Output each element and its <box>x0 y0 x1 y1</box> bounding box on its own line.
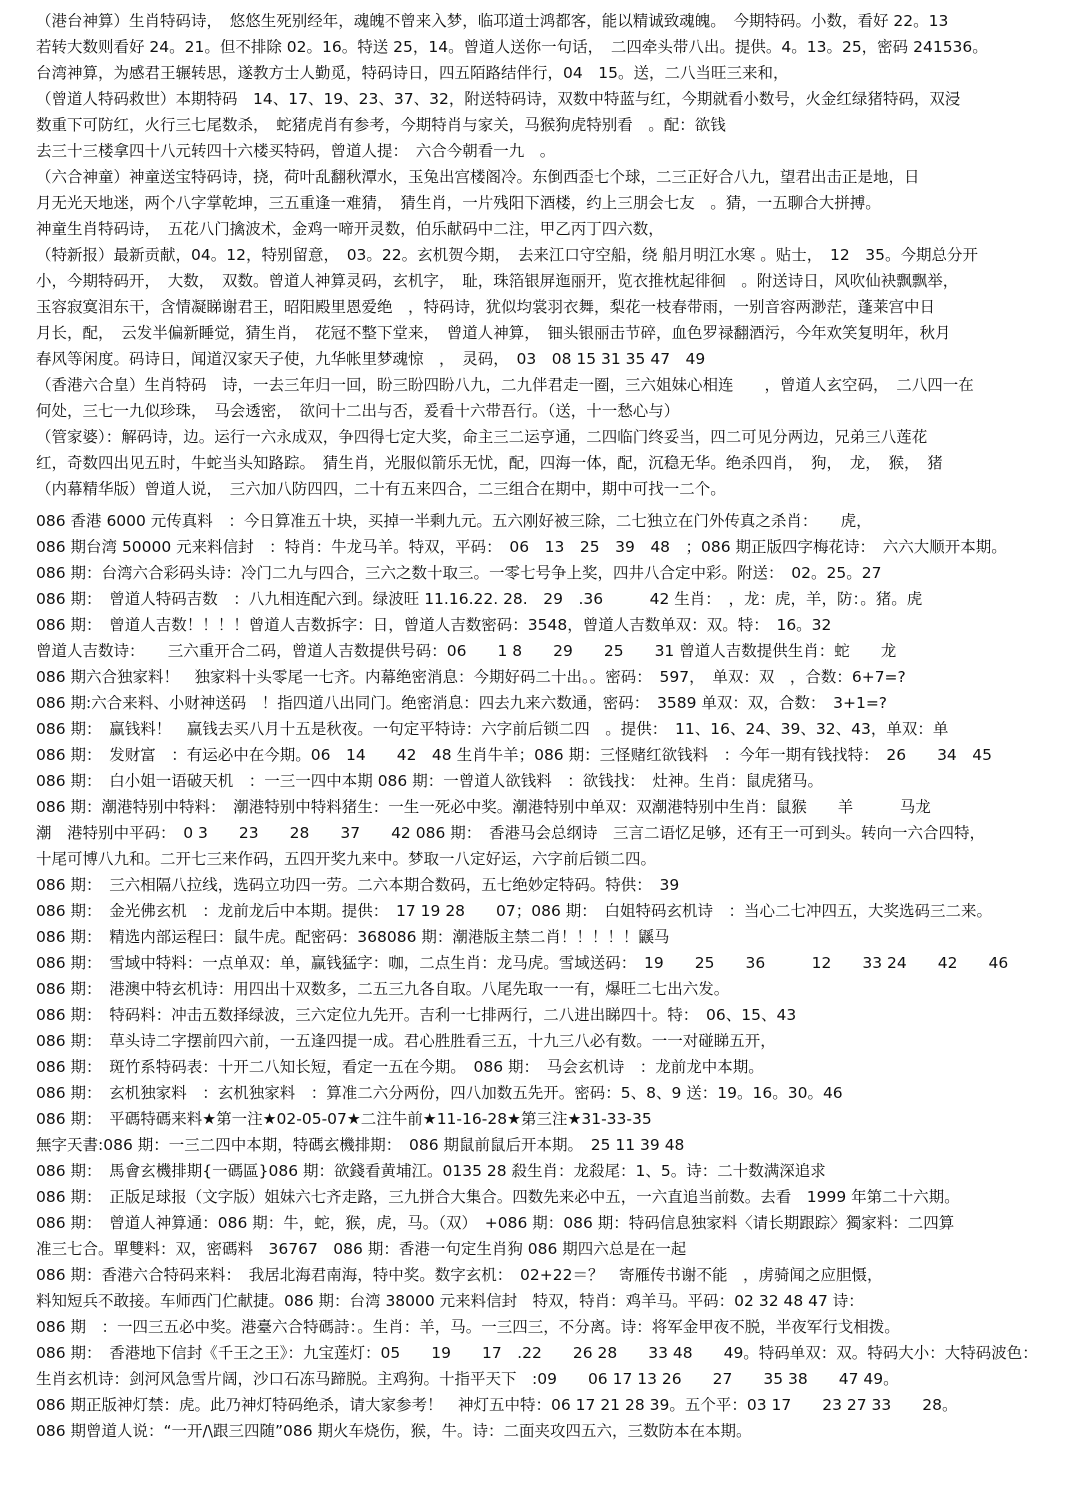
text-line: 086 期： 精选内部运程曰：鼠牛虎。配密码：368086 期：潮港版主禁二肖！！！！！鼷马 <box>36 928 670 946</box>
text-line: 086 期六合独家料！ 独家料十头零尾一七齐。内幕绝密消息：今期好码二十出。。密码： 597， 单双：双 ，合数：6+7=? <box>36 668 906 686</box>
text-line: 086 期:六合来料、小财神送码 ！指四道八出同门。绝密消息：四去九来六数通，密码： 3589 单双：双，合数： 3+1=? <box>36 694 888 712</box>
text-line: 料知短兵不敢接。车师西门伫献捷。086 期：台湾 38000 元来料信封 特双，特肖：鸡羊马。平码：02 32 48 47 诗： <box>36 1292 864 1310</box>
text-line: 春风等闲度。码诗日，闻道汉家天子使，九华帐里梦魂惊 ， 灵码， 03 08 15 31 35 47 49 <box>36 350 706 368</box>
text-line: 月无光天地迷，两个八字掌乾坤，三五重逢一难猜， 猜生肖，一片残阳下酒楼，约上三朋会七友 。猜，一五聊合大拼搏。 <box>36 194 881 212</box>
text-line: 086 期： 曾道人吉数！！！！曾道人吉数拆字：日，曾道人吉数密码：3548，曾道人吉数单双：双。特： 16。32 <box>36 616 832 634</box>
text-line: （内幕精华版）曾道人说， 三六加八防四四，二十有五来四合，二三组合在期中，期中可找一二个。 <box>36 480 726 498</box>
text-line: 潮 港特别中平码： 0 3 23 28 37 42 086 期： 香港马会总纲诗 三言二语忆足够，还有王一可到头。转向一六合四特， <box>36 824 985 842</box>
text-line: 086 期：潮港特别中特料： 潮港特别中特料猪生：一生一死必中奖。潮港特别中单双：双潮港特别中生肖：鼠猴 羊 马龙 <box>36 798 931 816</box>
text-line: （港台神算）生肖特码诗， 悠悠生死别经年，魂魄不曾来入梦，临邛道士鸿都客，能以精诚致魂魄。 今期特码。小数，看好 22。13 <box>36 12 949 30</box>
text-line: 去三十三楼拿四十八元转四十六楼买特码，曾道人提： 六合今朝看一九 。 <box>36 142 556 160</box>
text-line: 086 期： 金光佛玄机 ：龙前龙后中本期。提供： 17 19 28 07；086 期： 白姐特码玄机诗 ：当心二七冲四五，大奖选码三二来。 <box>36 902 993 920</box>
text-line: 086 期： 曾道人特码吉数 ：八九相连配六到。绿波旺 11.16.22. 28. 29 .36 42 生肖： ，龙：虎，羊，防：。猪。虎 <box>36 590 923 608</box>
text-line: 生肖玄机诗：剑河风急雪片阔，沙口石冻马蹄脱。主鸡狗。十指平天下 :09 06 17 13 26 27 35 38 47 49。 <box>36 1370 899 1388</box>
text-line: 086 期：香港六合特码来料： 我居北海君南海，特中奖。数字玄机： 02+22＝？ 寄雁传书谢不能 ，虏骑闻之应胆慑， <box>36 1266 883 1284</box>
text-line: 神童生肖特码诗， 五花八门擒波术，金鸡一啼开灵数，伯乐献码中二注，甲乙丙丁四六数， <box>36 220 664 238</box>
text-line: 086 期曾道人说：“一开/\跟三四随”086 期火车烧伤，猴，牛。诗：二面夹攻四五六，三数防本在本期。 <box>36 1422 752 1440</box>
text-line: 086 期正版神灯禁：虎。此乃神灯特码绝杀，请大家参考！ 神灯五中特：06 17 21 28 39。五个平：03 17 23 27 33 28。 <box>36 1396 958 1414</box>
text-line: 086 期： 草头诗二字摆前四六前，一五逢四提一成。君心胜胜看三五，十九三八必有数。一一对碰睇五开， <box>36 1032 776 1050</box>
text-line: 086 期： 发财富 ：有运必中在今期。06 14 42 48 生肖牛羊；086 期：三怪赌红欲钱料 ：今年一期有钱找特： 26 34 45 <box>36 746 993 764</box>
text-line: 086 期： 曾道人神算通：086 期：牛，蛇，猴，虎，马。（双） +086 期：086 期：特码信息独家料〈请长期跟踪〉獨家料：二四算 <box>36 1214 955 1232</box>
text-line: 十尾可博八九和。二开七三来作码，五四开奖九来中。梦取一八定好运，六字前后锁二四。 <box>36 850 657 868</box>
text-line: 086 期： 馬會玄機排期{一碼區}086 期：欲錢看黄埔江。0135 28 殺生肖：龙殺尾：1、5。诗：二十数满深追求 <box>36 1162 826 1180</box>
text-line: 086 期： 赢钱料！ 赢钱去买八月十五是秋夜。一句定平特诗：六字前后锁二四 。提供： 11、16、24、39、32、43，单双：单 <box>36 720 949 738</box>
text-line: 086 香港 6000 元传真料 ：今日算准五十块，买掉一半剩九元。五六刚好被三除，二七独立在门外传真之杀肖： 虎， <box>36 512 872 530</box>
text-line: 086 期： 三六相隔八拉线，选码立功四一劳。二六本期合数码，五七绝妙定特码。特供： 39 <box>36 876 680 894</box>
text-line: （管家婆）：解码诗，边。运行一六永成双，争四得七定大奖，命主三二运亨通，二四临门终妥当，四二可见分两边，兄弟三八莲花 <box>36 428 928 446</box>
text-line: 086 期：台湾六合彩码头诗：冷门二九与四合，三六之数十取三。一零七号争上奖，四井八合定中彩。附送： 02。25。27 <box>36 564 882 582</box>
text-line: 曾道人吉数诗： 三六重开合二码，曾道人吉数提供号码：06 1 8 29 25 31 曾道人吉数提供生肖：蛇 龙 <box>36 642 897 660</box>
text-line: 若转大数则看好 24。21。但不排除 02。16。特送 25，14。曾道人送你一句话， 二四牵头带八出。提供。4。13。25，密码 241536。 <box>36 38 988 56</box>
text-line: 台湾神算，为感君王辗转思，遂教方士人勤觅，特码诗日，四五陌路结伴行，04 15。送，二八当旺三来和， <box>36 64 789 82</box>
text-line: （六合神童）神童送宝特码诗，挠，荷叶乱翻秋潭水，玉兔出宫楼阁冷。东倒西歪七个球，二三正好合八九，望君出击正是地，日 <box>36 168 920 186</box>
text-line: 086 期： 白小姐一语破天机 ：一三一四中本期 086 期：一曾道人欲钱料 ：欲钱找： 灶神。生肖：鼠虎猪马。 <box>36 772 823 790</box>
text-line: 玉容寂寞泪东干，含情凝睇谢君王，昭阳殿里恩爱绝 ，特码诗，犹似均裳羽衣舞，梨花一枝春带雨，一别音容两渺茫，蓬莱宫中日 <box>36 298 936 316</box>
text-line: 086 期： 玄机独家料 ：玄机独家料 ：算准二六分两份，四八加数五先开。密码：5、8、9 送：19。16。30。46 <box>36 1084 843 1102</box>
text-line: 准三七合。單雙料：双，密碼料 36767 086 期：香港一句定生肖狗 086 期四六总是在一起 <box>36 1240 687 1258</box>
text-line: 無字天書:086 期：一三二四中本期，特碼玄機排期： 086 期鼠前鼠后开本期。 25 11 39 48 <box>36 1136 685 1154</box>
text-line: 何处，三七一九似珍珠， 马会透密， 欲问十二出与否，爰看十六带吾行。（送，十一愁心与） <box>36 402 680 420</box>
text-line: 086 期台湾 50000 元来料信封 ：特肖：牛龙马羊。特双，平码： 06 13 25 39 48 ；086 期正版四字梅花诗： 六六大顺开本期。 <box>36 538 1007 556</box>
text-line: （曾道人特码救世）本期特码 14、17、19、23、37、32，附送特码诗，双数中特蓝与红，今期就看小数号，火金红绿猪特码，双浸 <box>36 90 961 108</box>
text-line: （特新报）最新贡献，04。12，特别留意， 03。22。玄机贺今期， 去来江口守空船，绕 船月明江水寒 。贴士， 12 35。今期总分开 <box>36 246 978 264</box>
text-line: （香港六合皇）生肖特码 诗，一去三年归一回，盼三盼四盼八九，二九伴君走一圈，三六姐妹心相连 ，曾道人玄空码， 二八四一在 <box>36 376 974 394</box>
text-line: 086 期： 雪域中特料：一点单双：单，赢钱猛字：咖，二点生肖：龙马虎。雪域送码： 19 25 36 12 33 24 42 46 <box>36 954 1009 972</box>
text-line: 086 期： 香港地下信封《千王之王》：九宝莲灯：05 19 17 .22 26 28 33 48 49。特码单双：双。特码大小：大特码波色： <box>36 1344 1038 1362</box>
text-line: 086 期 ：一四三五必中奖。港臺六合特碼詩：。生肖：羊，马。一三四三，不分离。诗：将军金甲夜不脱，半夜军行戈相拨。 <box>36 1318 900 1336</box>
text-line: 数重下可防红，火行三七尾数杀， 蛇猪虎肖有参考，今期特肖与家关，马猴狗虎特别看 。配：欲钱 <box>36 116 726 134</box>
text-line: 086 期： 正版足球报（文字版）姐妹六七齐走路，三九拼合大集合。四数先来必中五，一六直追当前数。去看 1999 年第二十六期。 <box>36 1188 960 1206</box>
text-line: 086 期： 港澳中特玄机诗：用四出十双数多，二五三九各自取。八尾先取一一有，爆旺二七出六发。 <box>36 980 730 998</box>
text-line: 086 期： 特码料：冲击五数择绿波，三六定位九先开。吉利一七排两行，二八进出睇四十。特： 06、15、43 <box>36 1006 797 1024</box>
text-line: 小，今期特码开， 大数， 双数。曾道人神算灵码，玄机字， 耻，珠箔银屏迤丽开，览衣推枕起徘徊 。附送诗日，风吹仙袂飘飘举， <box>36 272 959 290</box>
text-line: 086 期： 平碼特碼来料★第一注★02-05-07★二注牛前★11-16-28★第三注★31-33-35 <box>36 1110 652 1128</box>
text-line: 月长，配， 云发半偏新睡觉，猜生肖， 花冠不整下堂来， 曾道人神算， 钿头银丽击节碎，血色罗禄翻酒污，今年欢笑复明年，秋月 <box>36 324 951 342</box>
text-line: 红，奇数四出见五时，牛蛇当头知路踪。 猜生肖，光服似箭乐无忧，配，四海一体，配，沉稳无华。绝杀四肖， 狗， 龙， 猴， 猪 <box>36 454 943 472</box>
text-line: 086 期： 斑竹系特码表：十开二八知长短，看定一五在今期。 086 期： 马会玄机诗 ：龙前龙中本期。 <box>36 1058 764 1076</box>
